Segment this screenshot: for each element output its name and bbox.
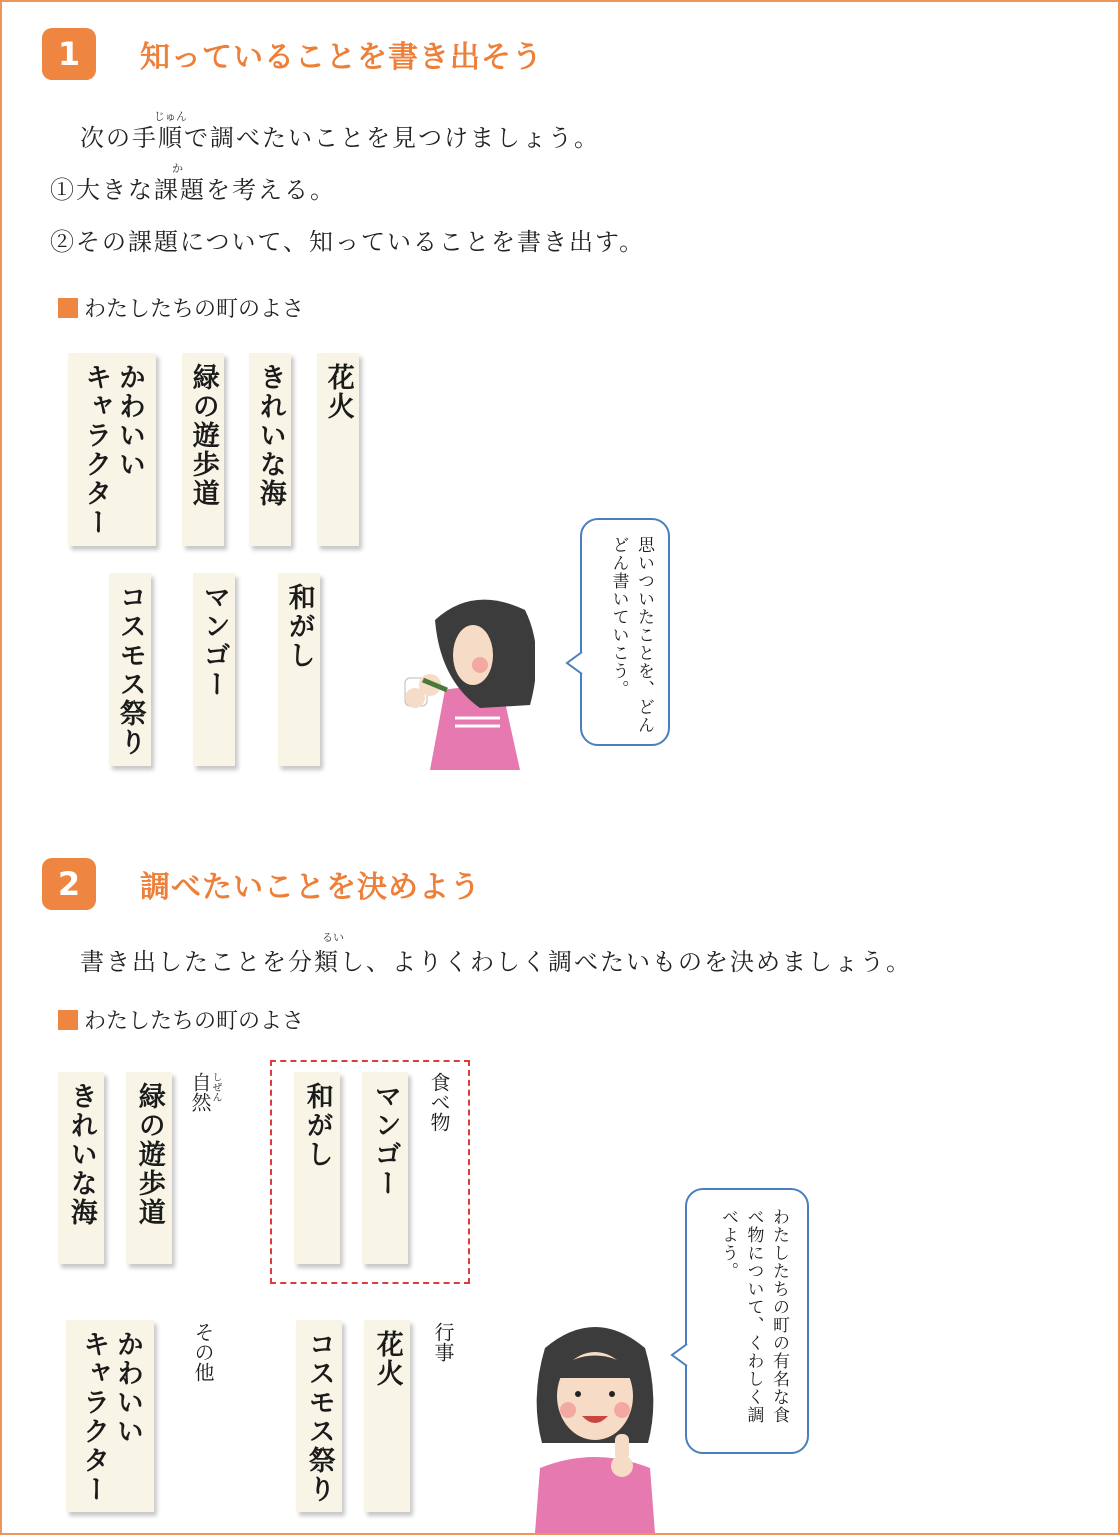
section1-number-badge: 1 (42, 28, 96, 80)
card-cosmos-festival-text: コスモス祭り (114, 583, 146, 757)
speech-bubble-1-tail (565, 650, 583, 676)
other-card-character (66, 1320, 154, 1512)
events-card-fireworks (364, 1320, 410, 1512)
section2-subheading (58, 1004, 304, 1035)
food-card-wagashi (294, 1072, 340, 1264)
section2-intro-ruby: るい (322, 931, 344, 944)
section1-subheading (58, 292, 304, 323)
card-fireworks (317, 353, 359, 546)
other-group-label: その他 (191, 1322, 215, 1382)
section1-title: 知っていることを書き出そう (140, 40, 543, 75)
card-wagashi (278, 573, 320, 766)
card-wagashi-text: 和がし (283, 583, 315, 670)
food-group-label: 食べ物 (427, 1072, 451, 1132)
nature-group-label: 自然 (188, 1072, 212, 1112)
girl-thinking-illustration (385, 590, 535, 770)
card-beautiful-sea-text: きれいな海 (254, 363, 286, 508)
speech-bubble-1-text: 思いついたことを、どんどん書いていこう。 (608, 536, 654, 734)
orange-square-icon (58, 1010, 78, 1030)
nature-card-sea (58, 1072, 104, 1264)
other-card-character-text: かわいい キャラクター (78, 1330, 143, 1504)
section2-number-badge: 2 (42, 858, 96, 910)
events-group-label: 行事 (431, 1322, 455, 1362)
section2-title: 調べたいことを決めよう (140, 870, 481, 905)
section1-step1-ruby: か (172, 162, 183, 175)
section1-intro-ruby: じゅん (154, 110, 187, 123)
speech-bubble-2-tail (670, 1342, 688, 1368)
card-beautiful-sea (249, 353, 291, 546)
nature-card-promenade-text: 緑の遊歩道 (133, 1082, 165, 1227)
speech-bubble-1 (580, 518, 670, 746)
speech-bubble-2 (685, 1188, 809, 1454)
card-green-promenade-text: 緑の遊歩道 (187, 363, 219, 508)
section2-intro: 書き出したことを分類し、よりくわしく調べたいものを決めましょう。 (80, 948, 912, 976)
section1-intro: 次の手順で調べたいことを見つけましょう。 (80, 124, 600, 152)
section1-step1: ①大きな課題を考える。 (50, 176, 336, 204)
section1-subheading-text: わたしたちの町のよさ (84, 297, 305, 322)
nature-card-promenade (126, 1072, 172, 1264)
nature-card-sea-text: きれいな海 (65, 1082, 97, 1227)
speech-bubble-2-text: わたしたちの町の有名な食べ物について、くわしく調べよう。 (718, 1208, 789, 1424)
events-card-fireworks-text: 花火 (371, 1330, 403, 1388)
food-card-mango (362, 1072, 408, 1264)
card-mango (193, 573, 235, 766)
events-card-cosmos-text: コスモス祭り (303, 1330, 335, 1504)
food-card-wagashi-text: 和がし (301, 1082, 333, 1169)
girl-smiling-illustration (520, 1318, 670, 1533)
section1-step2: ②その課題について、知っていることを書き出す。 (50, 228, 646, 256)
food-card-mango-text: マンゴー (369, 1082, 401, 1198)
card-cute-character-text: かわいい キャラクター (80, 363, 145, 537)
card-green-promenade (182, 353, 224, 546)
nature-group-ruby: しぜん (210, 1072, 221, 1102)
section2-subheading-text: わたしたちの町のよさ (84, 1009, 305, 1034)
orange-square-icon (58, 298, 78, 318)
card-cosmos-festival (109, 573, 151, 766)
card-mango-text: マンゴー (198, 583, 230, 699)
events-card-cosmos (296, 1320, 342, 1512)
card-cute-character (68, 353, 156, 546)
card-fireworks-text: 花火 (322, 363, 354, 421)
